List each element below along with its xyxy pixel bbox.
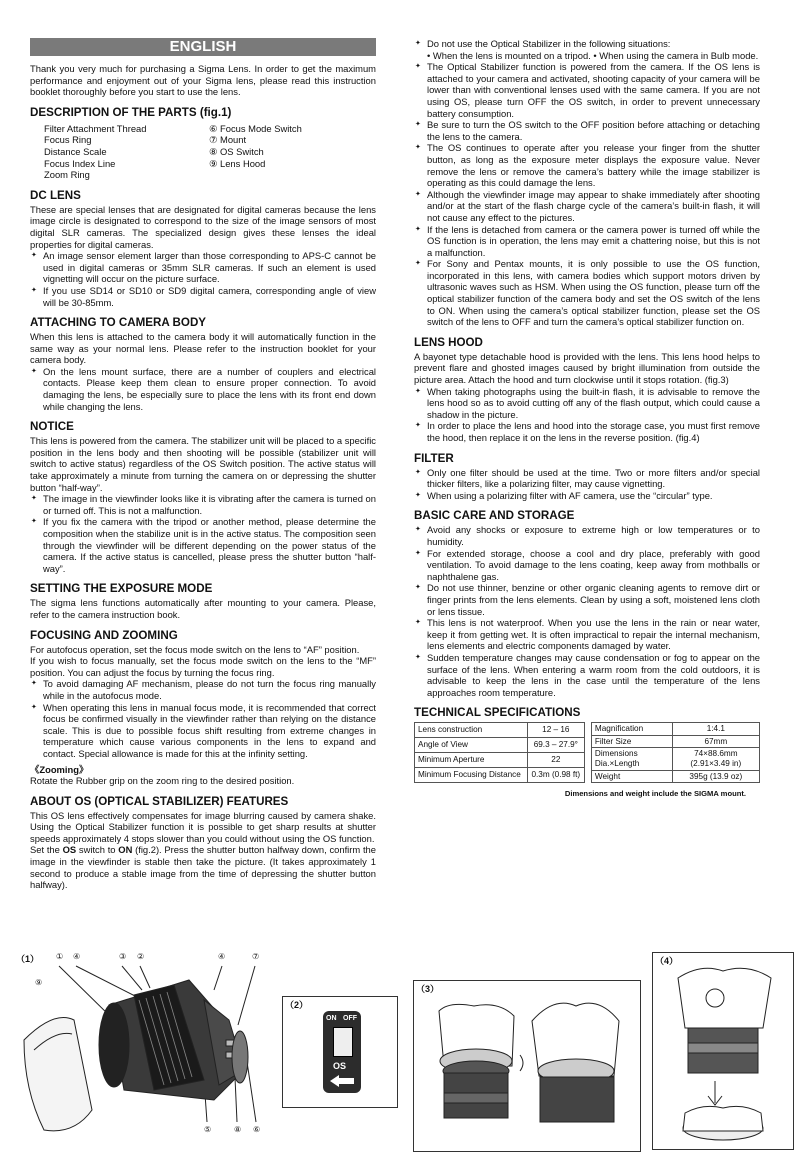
- spec-value: 12 – 16: [527, 723, 584, 738]
- intro-text: Thank you very much for purchasing a Sigma Lens. In order to get the maximum performance and enjoyment out of your Sigma lens, please read this instruction booklet thoroughly before you start to use the lens.: [30, 63, 376, 98]
- parts-item: ⑨ Lens Hood: [209, 157, 266, 169]
- os-heading: ABOUT OS (OPTICAL STABILIZER) FEATURES: [30, 794, 289, 808]
- notice-bullets: [30, 493, 376, 574]
- switch-os-label: OS: [333, 1061, 347, 1071]
- dc-lens-bullets: [30, 250, 376, 308]
- os-text-1: This OS lens effectively compensates for image blurring caused by camera shake. Using the Optical Stabilizer function it is possible to get sharp results at shutter speeds approximately 4 stops slower than you could without using the OS function.: [30, 809, 376, 844]
- list-item: ✦ In order to place the lens and hood into the storage case, you must first remove the hood, then replace it on the lens in the reverse position. (fig.4): [414, 420, 760, 443]
- list-item: ✦ For Sony and Pentax mounts, it is only possible to use the OS function, incorporated in this lens, with camera bodies which support motors driven by ultrasonic waves such as HSM. When using the OS function, please turn off the optical stabilizer function of the camera body and set the OS switch of the lens to ON. When using the camera’s optical stabilizer function, please set the OS switch of the lens to OFF and turn the camera’s optical stabilizer function on.: [414, 258, 760, 328]
- spec-value: 67mm: [672, 735, 759, 748]
- fig4-label: （4）: [655, 956, 679, 966]
- parts-list: [44, 123, 376, 181]
- exposure-text: The sigma lens functions automatically after mounting to your camera. Please, refer to the camera instruction book.: [30, 597, 376, 620]
- parts-item: Distance Scale: [44, 145, 107, 157]
- fig3-label: （3）: [416, 984, 440, 994]
- hood-text: A bayonet type detachable hood is provided with the lens. This lens hood helps to prevent flare and ghosted images caused by bright illumination from outside the picture area. Attach the hood and turn clockwise until it stops rotation. (fig.3): [414, 350, 760, 386]
- spec-label: Lens construction: [415, 723, 528, 738]
- switch-on-label: ON: [326, 1015, 337, 1022]
- notice-text: This lens is powered from the camera. The stabilizer unit will be placed to a specific position in the lens body and then shooting will be possible (stabilizer unit will switch to active status) regardless of the OS Switch position. The active status will take approximately a minute from turning the camera on or depressing the shutter button “half-way”.: [30, 435, 376, 493]
- specs-heading: TECHNICAL SPECIFICATIONS: [414, 706, 581, 720]
- list-item: ✦ If you use SD14 or SD10 or SD9 digital camera, corresponding angle of view will be 30-85mm.: [30, 285, 376, 308]
- parts-item: Focus Ring: [44, 134, 92, 146]
- fig2-label: （2）: [285, 1000, 309, 1010]
- focus-text-1: For autofocus operation, set the focus mode switch on the lens to “AF” position.: [30, 643, 360, 655]
- callout-9: ⑨: [35, 978, 43, 987]
- focus-heading: FOCUSING AND ZOOMING: [30, 628, 178, 642]
- care-bullets: [414, 524, 760, 698]
- list-item: ✦ When using a polarizing filter with AF camera, use the “circular” type.: [414, 490, 760, 502]
- focus-bullets: [30, 678, 376, 759]
- fig4-frame: [652, 952, 794, 1150]
- spec-value: 69.3 – 27.9°: [527, 738, 584, 753]
- specs-tables: [414, 722, 760, 783]
- hood-bullets: [414, 386, 760, 444]
- parts-column-1: [44, 123, 209, 181]
- spec-label: Minimum Focusing Distance: [415, 768, 528, 783]
- callout-3: ③: [119, 952, 127, 961]
- parts-item: Zoom Ring: [44, 169, 90, 181]
- language-banner: ENGLISH: [30, 38, 376, 56]
- parts-heading: DESCRIPTION OF THE PARTS (fig.1): [30, 105, 232, 119]
- hood-heading: LENS HOOD: [414, 335, 483, 349]
- callout-4a: ④: [73, 952, 81, 961]
- callout-4b: ④: [218, 952, 226, 961]
- list-item: ✦ When taking photographs using the built-in flash, it is advisable to remove the lens hood so as to avoid cutting off any of the flash output, which could cause a shadow in the picture.: [414, 386, 760, 421]
- spec-value: 22: [527, 753, 584, 768]
- list-item: ✦ For extended storage, choose a cool and dry place, preferably with good ventilation. To avoid damage to the lens coating, keep away from mothballs or naphthalene gas.: [414, 548, 760, 583]
- spec-label: Weight: [591, 770, 672, 783]
- os-switch-slider[interactable]: [333, 1027, 353, 1057]
- fig2-frame: [282, 996, 398, 1108]
- notice-heading: NOTICE: [30, 420, 74, 434]
- os-switch-panel: [323, 1011, 361, 1093]
- attach-heading: ATTACHING TO CAMERA BODY: [30, 316, 207, 330]
- attach-text: When this lens is attached to the camera body it will automatically function in the same way as your normal lens. Please refer to the instruction booklet for your camera body.: [30, 331, 376, 366]
- parts-item: ⑥ Focus Mode Switch: [209, 122, 302, 134]
- callout-5: ⑤: [204, 1125, 212, 1134]
- zooming-subheading: 《Zooming》: [30, 763, 89, 775]
- os-text-2: Set the OS switch to ON (fig.2). Press the shutter button halfway down, confirm the image in the viewfinder is stable then take the picture. (It takes approximately 1 second to produce a stable image from the time of depressing the shutter button halfway).: [30, 844, 376, 891]
- spec-label: Angle of View: [415, 738, 528, 753]
- spec-label: Minimum Aperture: [415, 753, 528, 768]
- list-item: ✦ When operating this lens in manual focus mode, it is recommended that correct focus be confirmed visually in the viewfinder rather than relying on the distance scale. This is due to possible focus shift resulting from extreme changes in temperature which cause various components in the lens to expand and contact. Special allowance is made for this at the infinity setting.: [30, 702, 376, 760]
- list-item: ✦ If you fix the camera with the tripod or another method, please determine the composition when the stabilize unit is in the active status. The composition seen through the viewfinder will be different depending on the power status of the camera. If the active status is cancelled, please press the shutter button “half-way”.: [30, 516, 376, 574]
- dc-lens-text: These are special lenses that are designated for digital cameras because the lens image circle is designated to correspond to the size of the image sensors of most digital SLR cameras. The specialized design gives these lenses the ideal properties for digital cameras.: [30, 203, 376, 250]
- list-item: ✦ Avoid any shocks or exposure to extreme high or low temperatures or to humidity.: [414, 524, 760, 547]
- arrow-left-icon: [329, 1074, 355, 1088]
- list-item: ✦ This lens is not waterproof. When you use the lens in the rain or near water, keep it from getting wet. It is often impractical to repair the internal mechanism, lens elements and electric components damaged by water.: [414, 617, 760, 652]
- spec-value: 1:4.1: [672, 723, 759, 736]
- focus-text-2: If you wish to focus manually, set the focus mode switch on the lens to the “MF” position. You can adjust the focus by turning the focus ring.: [30, 655, 376, 678]
- care-heading: BASIC CARE AND STORAGE: [414, 509, 575, 523]
- parts-item: Filter Attachment Thread: [44, 122, 147, 134]
- spec-label: Magnification: [591, 723, 672, 736]
- spec-value: 0.3m (0.98 ft): [527, 768, 584, 783]
- fig3-hood-attach-illustration: [414, 981, 640, 1151]
- specs-table-left: [414, 722, 585, 783]
- callout-7: ⑦: [252, 952, 260, 961]
- list-item: ✦ On the lens mount surface, there are a number of couplers and electrical contacts. Please keep them clean to ensure proper connection. To avoid damaging the lens, be especially sure to place the lens with its front end down while changing the lens.: [30, 366, 376, 412]
- parts-column-2: [209, 123, 369, 181]
- attach-bullets: [30, 366, 376, 412]
- fig4-reverse-hood-illustration: [653, 953, 793, 1149]
- list-item: ✦ Although the viewfinder image may appear to shake immediately after shooting and/or at the start of the flash charge cycle of the camera’s built-in flash, it will not cause any effect to the pictures.: [414, 189, 760, 224]
- specs-table-right: [591, 722, 760, 783]
- list-item: ✦ Sudden temperature changes may cause condensation or fog to appear on the surface of the lens. When entering a warm room from the cold outdoors, it is advisable to keep the lens in the case until the temperature of the lens approaches room temperature.: [414, 652, 760, 698]
- left-column: [30, 38, 376, 891]
- list-item: ✦ The OS continues to operate after you release your finger from the shutter button, as long as the exposure meter displays the exposure value. Never remove the lens or remove the camera’s battery while the image stabilizer is operating as this could damage the lens.: [414, 142, 760, 188]
- right-column: [414, 38, 760, 800]
- callout-2: ②: [137, 952, 145, 961]
- list-item: ✦ If the lens is detached from camera or the camera power is turned off while the OS function is in operation, the lens may emit a chattering noise, but this is not a malfunction.: [414, 224, 760, 259]
- spec-label: Dimensions Dia.×Length: [591, 748, 672, 770]
- zooming-text: Rotate the Rubber grip on the zoom ring to the desired position.: [30, 775, 295, 787]
- table-row: [415, 753, 585, 768]
- list-item: ✦ The Optical Stabilizer function is powered from the camera. If the OS lens is attached to your camera and activated, shooting capacity of your camera will be lower than with conventional lenses used with the same camera. If you are not using OS, please turn OFF the OS switch, in order to prevent unnecessary battery consumption.: [414, 61, 760, 119]
- table-row: [591, 735, 759, 748]
- list-item: ✦ Do not use thinner, benzine or other organic cleaning agents to remove dirt or finger prints from the lens elements. Clean by using a soft, moistened lens cloth or lens tissue.: [414, 582, 760, 617]
- table-row: [591, 748, 759, 770]
- dc-lens-heading: DC LENS: [30, 188, 81, 202]
- spec-label: Filter Size: [591, 735, 672, 748]
- parts-item: Focus Index Line: [44, 157, 116, 169]
- list-item: ✦ The image in the viewfinder looks like it is vibrating after the camera is turned on or turned off. This is not a malfunction.: [30, 493, 376, 516]
- list-item: ✦ To avoid damaging AF mechanism, please do not turn the focus ring manually while in the autofocus mode.: [30, 678, 376, 701]
- list-item: ✦ Be sure to turn the OS switch to the OFF position before attaching or detaching the lens to the camera.: [414, 119, 760, 142]
- filter-heading: FILTER: [414, 451, 454, 465]
- specs-note: Dimensions and weight include the SIGMA mount.: [564, 789, 746, 799]
- os-bullets: [414, 38, 760, 328]
- table-row: [591, 723, 759, 736]
- spec-value: 395g (13.9 oz): [672, 770, 759, 783]
- table-row: [591, 770, 759, 783]
- callout-6: ⑥: [253, 1125, 261, 1134]
- fig1-lens-illustration: [14, 960, 284, 1150]
- table-row: [415, 768, 585, 783]
- exposure-heading: SETTING THE EXPOSURE MODE: [30, 582, 213, 596]
- callout-1: ①: [56, 952, 64, 961]
- callout-8: ⑧: [234, 1125, 242, 1134]
- spec-value: 74×88.6mm (2.91×3.49 in): [672, 748, 759, 770]
- list-item: ✦ An image sensor element larger than those corresponding to APS-C cannot be used in digital cameras or 35mm SLR cameras. If such an element is used vignetting will occur on the picture surface.: [30, 250, 376, 285]
- fig3-frame: [413, 980, 641, 1152]
- list-item: ✦ Only one filter should be used at the time. Two or more filters and/or special thicker filters, like a polarizing filter, may cause vignetting.: [414, 467, 760, 490]
- table-row: [415, 738, 585, 753]
- fig1-label: （1）: [16, 954, 40, 964]
- parts-item: ⑧ OS Switch: [209, 145, 264, 157]
- table-row: [415, 723, 585, 738]
- filter-bullets: [414, 467, 760, 502]
- parts-item: ⑦ Mount: [209, 134, 247, 146]
- list-item: ✦ Do not use the Optical Stabilizer in the following situations: • When the lens is mounted on a tripod. • When using the camera in Bulb mode.: [414, 38, 760, 61]
- switch-off-label: OFF: [343, 1015, 357, 1022]
